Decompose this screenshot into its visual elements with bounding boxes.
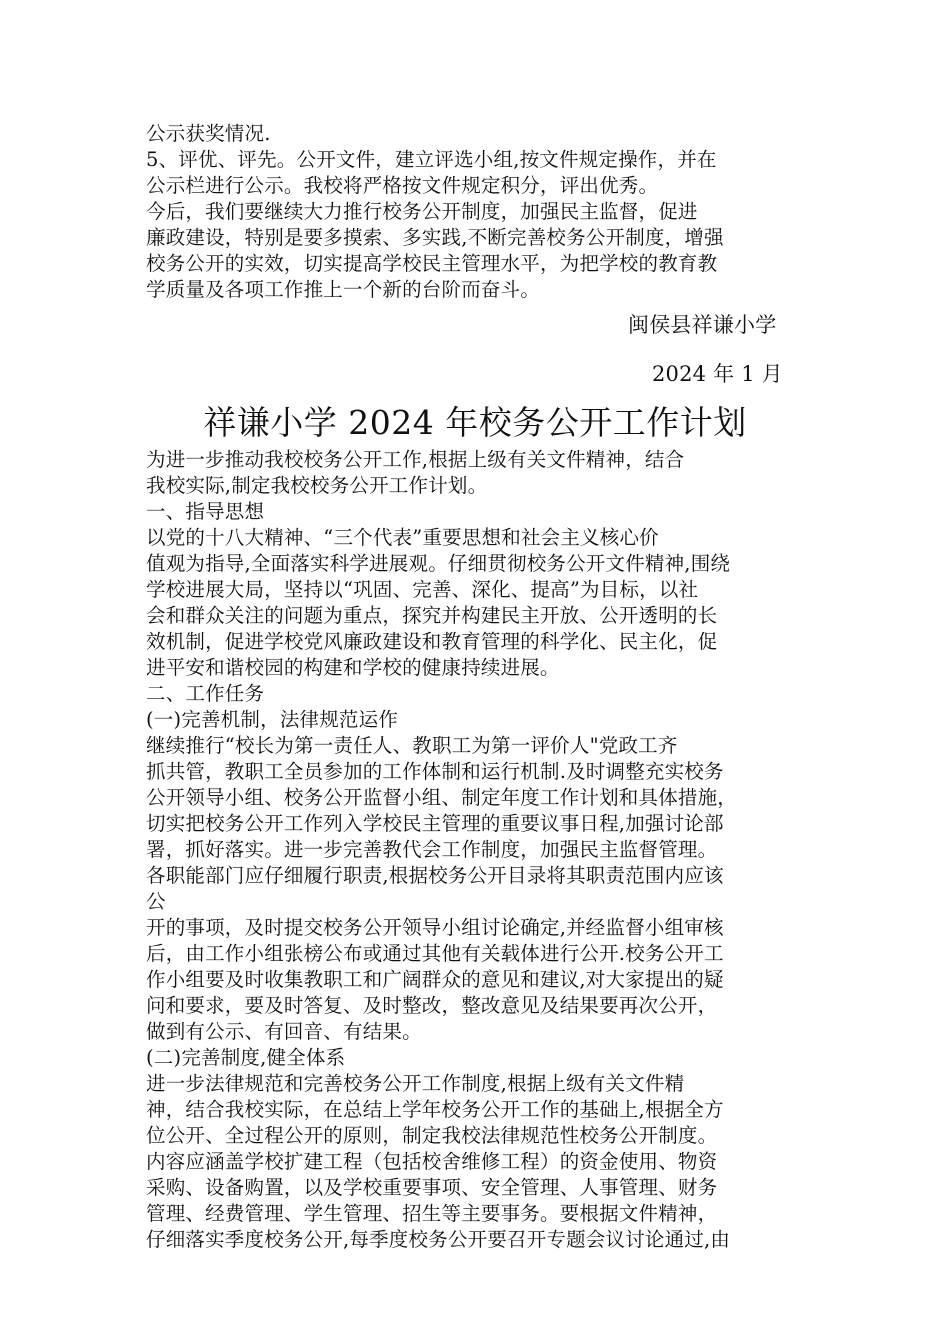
body-line: 为进一步推动我校校务公开工作,根据上级有关文件精神，结合 <box>146 448 685 471</box>
body-line: 神，结合我校实际，在总结上学年校务公开工作的基础上,根据全方 <box>146 1098 724 1121</box>
body-line: 效机制，促进学校党风廉政建设和教育管理的科学化、民主化，促 <box>146 630 718 653</box>
body-line: 进一步法律规范和完善校务公开工作制度,根据上级有关文件精 <box>146 1072 685 1095</box>
body-line: 学校进展大局，坚持以“巩固、完善、深化、提高”为目标，以社 <box>146 578 699 601</box>
body-line: 仔细落实季度校务公开,每季度校务公开要召开专题会议讨论通过,由 <box>146 1228 731 1251</box>
body-line: 会和群众关注的问题为重点，探究并构建民主开放、公开透明的长 <box>146 604 718 627</box>
body-line: 做到有公示、有回音、有结果。 <box>146 1020 422 1043</box>
body-line: 采购、设备购置，以及学校重要事项、安全管理、人事管理、财务 <box>146 1176 718 1199</box>
top-line-1: 公示获奖情况. <box>146 122 271 145</box>
body-line: 作小组要及时收集教职工和广阔群众的意见和建议,对大家提出的疑 <box>146 968 724 991</box>
body-line: 内容应涵盖学校扩建工程（包括校舍维修工程）的资金使用、物资 <box>146 1150 718 1173</box>
body-line: 各职能部门应仔细履行职责,根据校务公开目录将其职责范围内应该 <box>146 864 724 887</box>
body-line: 开的事项，及时提交校务公开领导小组讨论确定,并经监督小组审核 <box>146 916 724 939</box>
top-line-6: 校务公开的实效，切实提高学校民主管理水平，为把学校的教育教 <box>146 252 718 275</box>
body-line: 值观为指导,全面落实科学进展观。仔细贯彻校务公开文件精神,围绕 <box>146 552 731 575</box>
section-heading-work-tasks: 二、工作任务 <box>146 682 265 705</box>
body-line: 继续推行“校长为第一责任人、教职工为第一评价人"党政工齐 <box>146 734 678 757</box>
body-line: 署，抓好落实。进一步完善教代会工作制度，加强民主监督管理。 <box>146 838 718 861</box>
top-line-3: 公示栏进行公示。我校将严格按文件规定积分，评出优秀。 <box>146 174 659 197</box>
top-line-5: 廉政建设，特别是要多摸索、多实践,不断完善校务公开制度，增强 <box>146 226 724 249</box>
subsection-heading-mechanism: (一)完善机制，法律规范运作 <box>146 708 399 731</box>
signature-date: 2024 年 1 月 <box>652 362 783 386</box>
document-title: 祥谦小学 2024 年校务公开工作计划 <box>203 403 747 442</box>
body-line: 后，由工作小组张榜公布或通过其他有关载体进行公开.校务公开工 <box>146 942 724 965</box>
body-line: 进平安和谐校园的构建和学校的健康持续进展。 <box>146 656 560 679</box>
body-line: 以党的十八大精神、“三个代表”重要思想和社会主义核心价 <box>146 526 659 549</box>
signature-org: 闽侯县祥谦小学 <box>628 313 777 337</box>
body-line: 问和要求，要及时答复、及时整改，整改意见及结果要再次公开， <box>146 994 718 1017</box>
body-line: 位公开、全过程公开的原则，制定我校法律规范性校务公开制度。 <box>146 1124 718 1147</box>
body-line: 管理、经费管理、学生管理、招生等主要事务。要根据文件精神， <box>146 1202 718 1225</box>
section-heading-guiding-thought: 一、指导思想 <box>146 500 265 523</box>
body-line: 公开领导小组、校务公开监督小组、制定年度工作计划和具体措施， <box>146 786 738 809</box>
body-line: 抓共管，教职工全员参加的工作体制和运行机制.及时调整充实校务 <box>146 760 724 783</box>
top-line-4: 今后，我们要继续大力推行校务公开制度，加强民主监督，促进 <box>146 200 698 223</box>
top-line-2: 5、评优、评先。公开文件，建立评选小组,按文件规定操作，并在 <box>146 148 717 171</box>
body-line: 我校实际,制定我校校务公开工作计划。 <box>146 474 488 497</box>
top-line-7: 学质量及各项工作推上一个新的台阶而奋斗。 <box>146 278 541 301</box>
subsection-heading-system: (二)完善制度,健全体系 <box>146 1046 346 1069</box>
body-line: 公 <box>146 890 166 913</box>
body-line: 切实把校务公开工作列入学校民主管理的重要议事日程,加强讨论部 <box>146 812 724 835</box>
